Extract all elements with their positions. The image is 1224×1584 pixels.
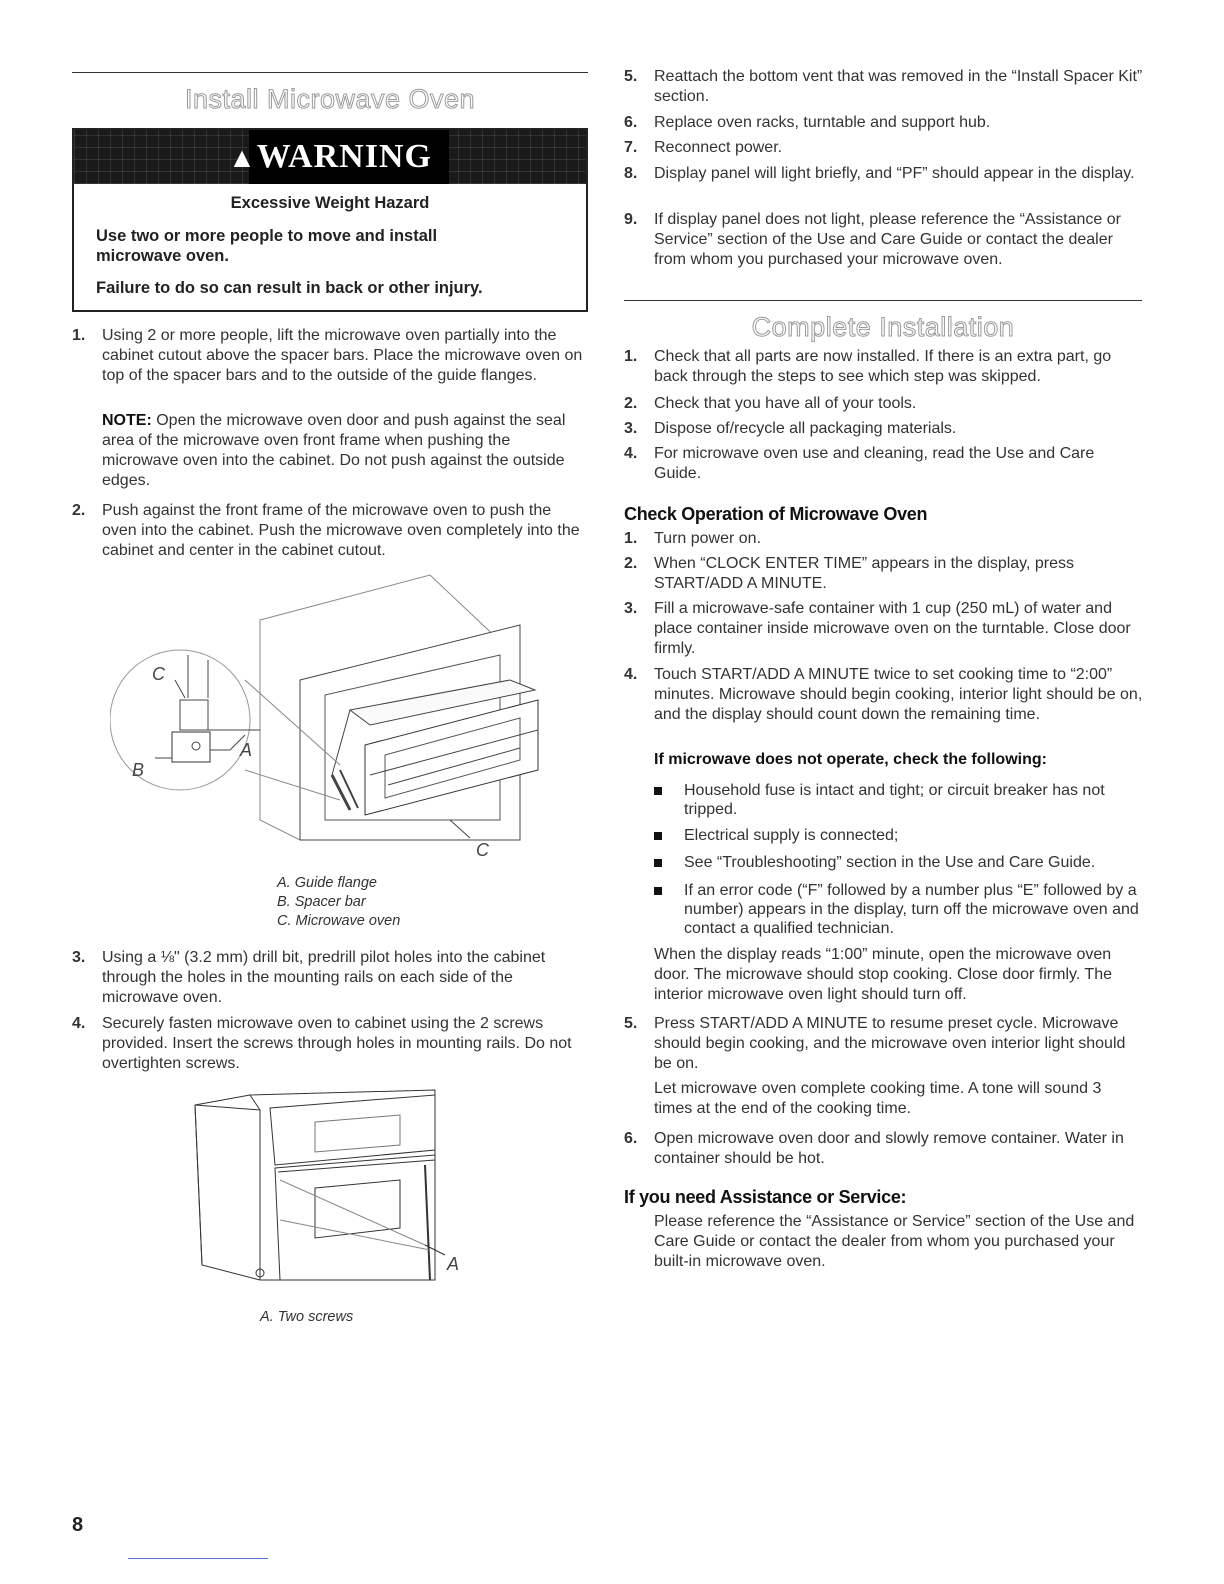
assistance-heading: If you need Assistance or Service: [624,1187,907,1207]
left-step-4: 4. Securely fasten microwave oven to cabinet using the 2 screws provided. Insert the screws through holes in mounting rails. Do not overtighten screws. [72,1015,572,1072]
left-step-2: 2. Push against the front frame of the microwave oven to push the oven into the cabinet. Push the microwave oven completely into the cabinet and center in the cabinet cutout. [72,502,580,559]
warning-box [72,128,588,312]
warning-line-1: Use two or more people to move and install microwave oven. [96,227,438,265]
display-reads-note: When the display reads “1:00” minute, open the microwave oven door. The microwave should stop cooking. Close door firmly. The interior microwave oven light should turn off. [654,946,1112,1003]
bullet-square-icon [654,887,662,895]
warning-triangle-icon: ▲ [228,143,257,174]
not-operate-heading: If microwave does not operate, check the following: [654,751,1047,768]
check-bullet-1: Household fuse is intact and tight; or circuit breaker has not tripped. [654,781,1144,819]
left-step-1: 1. Using 2 or more people, lift the microwave oven partially into the cabinet cutout above the spacer bars. Place the microwave oven on top of the spacer bars and to the outside of the guide flanges. [72,327,583,384]
footer-line [128,1558,268,1559]
fig1-caption-c: C. Microwave oven [277,913,401,929]
note-paragraph: NOTE: Open the microwave oven door and push against the seal area of the microwave oven front frame when pushing the microwave oven into the cabinet. Do not push against the outside edges. [102,412,566,489]
warning-line-2: Failure to do so can result in back or other injury. [96,279,483,297]
fig1-label-b: B [132,760,145,780]
complete-section-title: Complete Installation [751,312,1015,342]
fig1-caption-b: B. Spacer bar [277,894,366,910]
left-step-3: 3. Using a ⅛" (3.2 mm) drill bit, predrill pilot holes into the cabinet through the holes in the mounting rails on each side of the microwave oven. [72,949,546,1006]
bullet-square-icon [654,832,662,840]
figure-two-screws [190,1080,470,1300]
warning-banner [74,130,586,184]
right-step-5: 5. Reattach the bottom vent that was removed in the “Install Spacer Kit” section. [624,68,1143,105]
fig2-caption: A. Two screws [260,1309,354,1325]
fig1-label-c-bottom: C [476,840,489,860]
install-section-title: Install Microwave Oven [184,84,476,114]
page-number: 8 [72,1514,84,1536]
assistance-text: Please reference the “Assistance or Service” section of the Use and Care Guide or contact the dealer from whom you purchased your built-in microwave oven. [654,1213,1135,1270]
check-operation-heading: Check Operation of Microwave Oven [624,504,928,524]
tone-note: Let microwave oven complete cooking time. A tone will sound 3 times at the end of the cooking time. [654,1080,1102,1117]
top-rule-right [624,300,1142,301]
warning-hazard: Excessive Weight Hazard [230,194,430,212]
check-bullet-4: If an error code (“F” followed by a number plus “E” followed by a number) appears in the display, turn off the microwave oven and contact a qualified technician. [654,881,1144,937]
bullet-square-icon [654,859,662,867]
fig1-caption-a: A. Guide flange [277,875,377,891]
bullet-square-icon [654,787,662,795]
figure-microwave-into-cabinet [110,570,550,860]
fig1-label-a: A [240,740,253,760]
fig1-label-c-top: C [152,664,165,684]
fig2-label-a: A [447,1254,460,1274]
warning-word: ▲WARNING [228,138,432,175]
top-rule-left [72,72,588,73]
